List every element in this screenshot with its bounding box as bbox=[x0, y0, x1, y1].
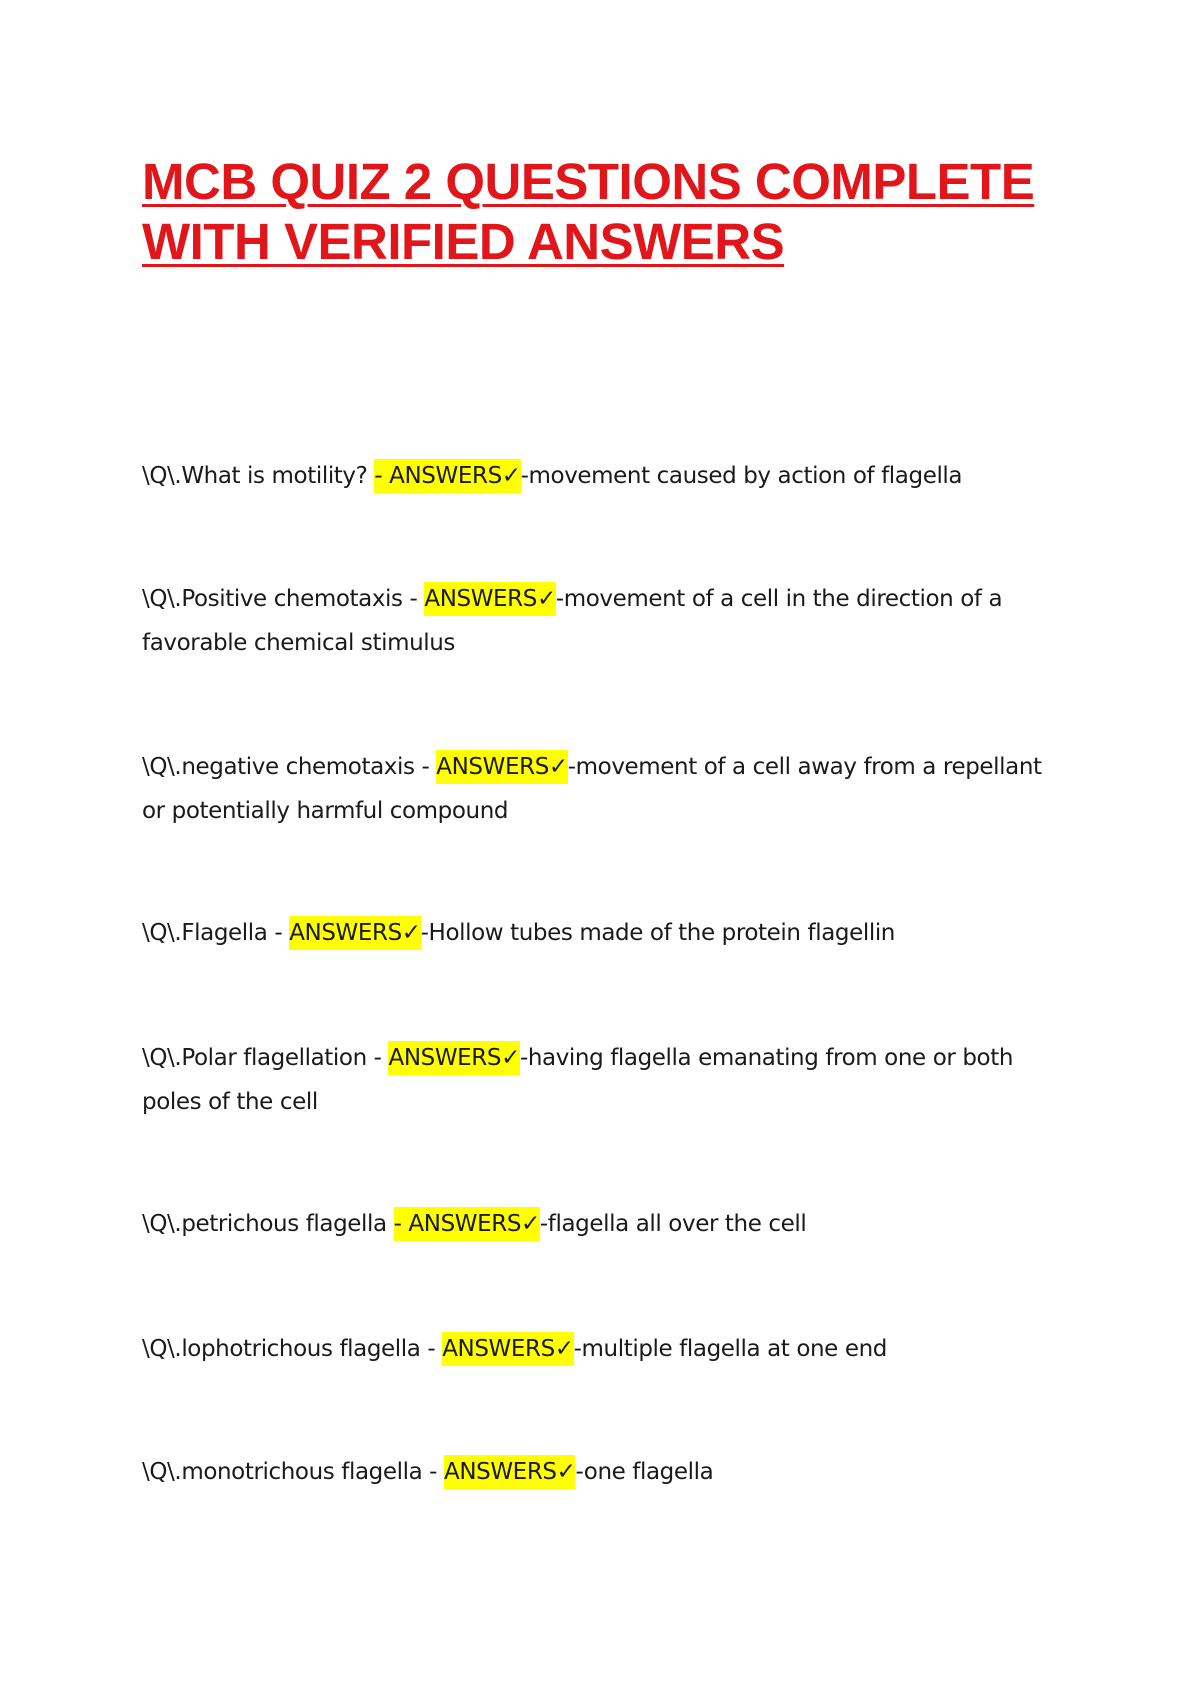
qa-item-positive-chemotaxis bbox=[142, 577, 1052, 665]
question-text: \Q\.negative chemotaxis - bbox=[142, 754, 437, 780]
answers-highlight: ANSWERS✓ bbox=[289, 916, 420, 950]
question-text: \Q\.Polar flagellation - bbox=[142, 1045, 389, 1071]
question-text: \Q\.petrichous flagella bbox=[142, 1211, 394, 1237]
qa-item-polar-flagellation bbox=[142, 1036, 1052, 1124]
qa-item-flagella bbox=[142, 911, 1052, 955]
question-text: \Q\.lophotrichous flagella - bbox=[142, 1336, 443, 1362]
answer-text: -having flagella emanating from one or both poles of the cell bbox=[142, 1045, 1013, 1115]
question-text: \Q\.Flagella - bbox=[142, 920, 290, 946]
answer-text: -movement of a cell in the direction of a favorable chemical stimulus bbox=[142, 586, 1003, 656]
qa-item-lophotrichous-flagella bbox=[142, 1327, 1052, 1371]
answer-text: -multiple flagella at one end bbox=[573, 1336, 887, 1362]
question-text: \Q\.monotrichous flagella - bbox=[142, 1459, 444, 1485]
question-text: \Q\.Positive chemotaxis - bbox=[142, 586, 425, 612]
title-line-1: MCB QUIZ 2 QUESTIONS COMPLETE bbox=[142, 153, 1035, 210]
qa-item-petrichous-flagella bbox=[142, 1202, 1052, 1246]
question-text: \Q\.What is motility? bbox=[142, 463, 375, 489]
document-title bbox=[142, 152, 1042, 272]
answer-text: -movement of a cell away from a repellant or potentially harmful compound bbox=[142, 754, 1042, 824]
answer-text: -flagella all over the cell bbox=[539, 1211, 807, 1237]
answer-text: -Hollow tubes made of the protein flagellin bbox=[420, 920, 895, 946]
answers-highlight: ANSWERS✓ bbox=[388, 1041, 519, 1075]
answers-highlight: - ANSWERS✓ bbox=[374, 459, 520, 493]
qa-item-monotrichous-flagella bbox=[142, 1450, 1052, 1494]
answers-highlight: ANSWERS✓ bbox=[442, 1332, 573, 1366]
answers-highlight: ANSWERS✓ bbox=[424, 582, 555, 616]
answers-highlight: ANSWERS✓ bbox=[444, 1455, 575, 1489]
qa-item-motility bbox=[142, 454, 1052, 498]
title-line-2: WITH VERIFIED ANSWERS bbox=[142, 213, 785, 270]
answer-text: -movement caused by action of flagella bbox=[520, 463, 963, 489]
answer-text: -one flagella bbox=[575, 1459, 714, 1485]
answers-highlight: ANSWERS✓ bbox=[436, 750, 567, 784]
qa-item-negative-chemotaxis bbox=[142, 745, 1052, 833]
answers-highlight: - ANSWERS✓ bbox=[394, 1207, 540, 1241]
